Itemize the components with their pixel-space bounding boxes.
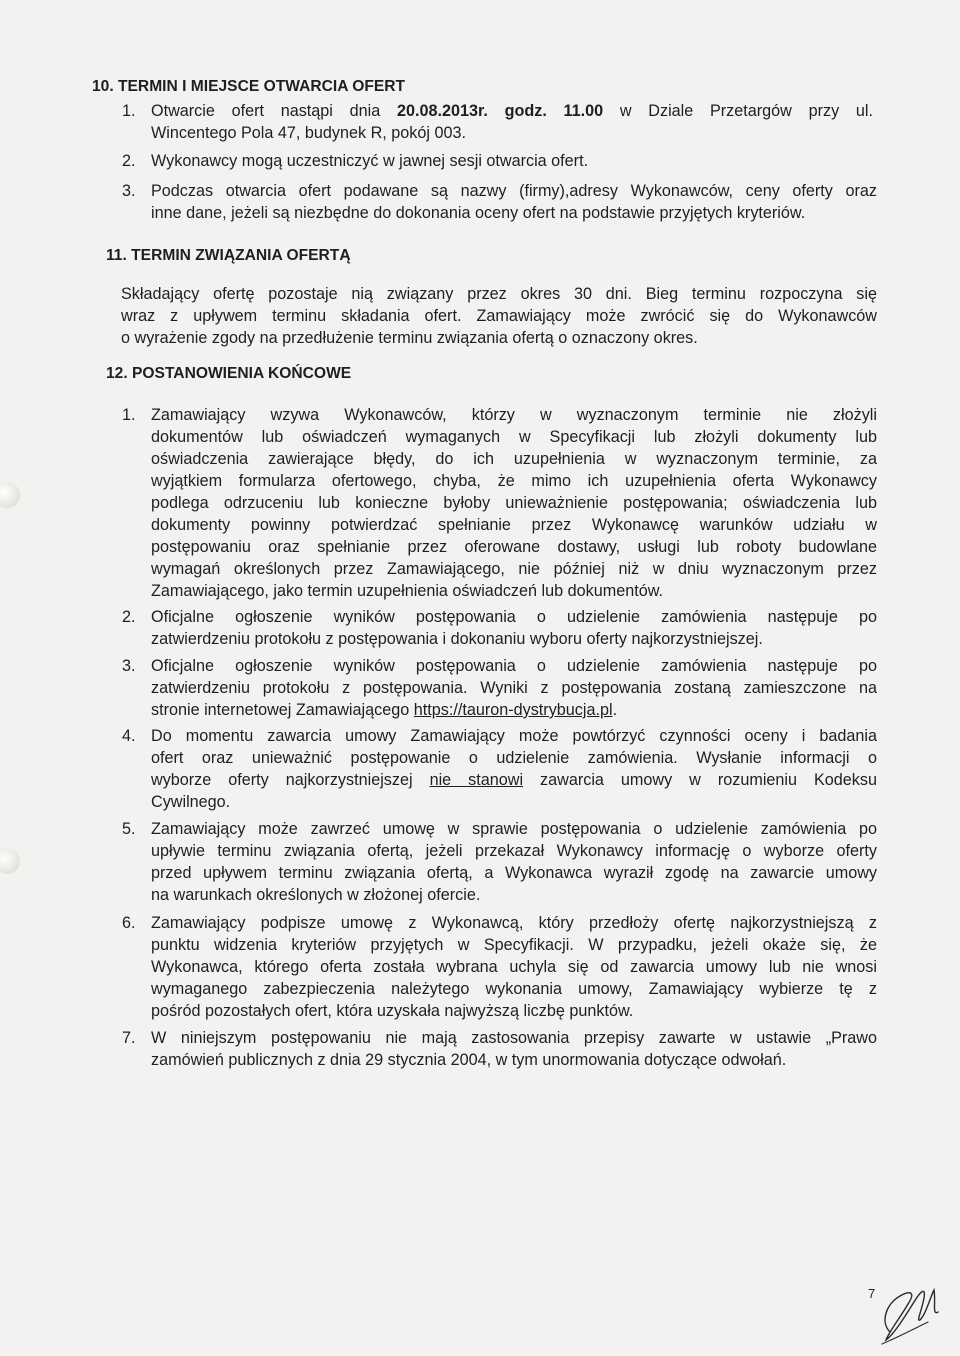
s12-item-3-line: stronie internetowej Zamawiającego https://tauron-dystrybucja.pl. — [151, 701, 618, 719]
s12-item-2-line: Oficjalne ogłoszenie wyników postępowania o udzielenie zamówienia następuje po — [151, 608, 877, 626]
s12-item-4-line: ofert oraz unieważnić postępowanie o udzielenie zamówienia. Wysłanie informacji o — [151, 749, 877, 767]
section-11-heading: 11. TERMIN ZWIĄZANIA OFERTĄ — [106, 247, 351, 264]
s12-item-6-line: Wykonawca, którego oferta została wybrana uchyla się od zawarcia umowy lub nie wnosi — [151, 958, 877, 976]
s12-item-3-number: 3. — [122, 657, 136, 675]
s12-item-4-number: 4. — [122, 727, 136, 745]
s10-item-1-line-2: Wincentego Pola 47, budynek R, pokój 003. — [151, 124, 466, 142]
s12-item-1-line: podlega odrzuceniu lub konieczne byłoby unieważnienie postępowania; oświadczenia lub — [151, 494, 877, 512]
s12-item-6-line: pośród pozostałych ofert, która uzyskała najwyższą liczbę punktów. — [151, 1002, 634, 1020]
s10-item-2-text: Wykonawcy mogą uczestniczyć w jawnej sesji otwarcia ofert. — [151, 152, 589, 170]
s12-item-1-line: oświadczenia zawierające błędy, do ich uzupełnienia w wyznaczonym terminie, za — [151, 450, 877, 468]
s12-item-1-line: wyjątkiem formularza ofertowego, chyba, że mimo ich uzupełnienia oferta Wykonawcy — [151, 472, 877, 490]
s12-item-1-line: Zamawiającego, jako termin uzupełnienia oświadczeń lub dokumentów. — [151, 582, 663, 600]
s12-item-5-number: 5. — [122, 820, 136, 838]
tauron-link[interactable]: https://tauron-dystrybucja.pl — [413, 701, 613, 719]
s12-item-1-line: dokumenty powinny potwierdzać spełnianie przez Wykonawcę warunków udziału w — [151, 516, 877, 534]
s11-line-2: wraz z upływem terminu składania ofert. Zamawiający może zwrócić się do Wykonawców — [121, 307, 877, 325]
s10-item-3-number: 3. — [122, 182, 136, 200]
s12-item-7-line: W niniejszym postępowaniu nie mają zastosowania przepisy zawarte w ustawie „Prawo — [151, 1029, 877, 1047]
s12-item-3-line: zatwierdzeniu protokołu z postępowania. Wyniki z postępowania zostaną zamieszczone na — [151, 679, 877, 697]
s12-item-6-line: punktu widzenia kryteriów przyjętych w Specyfikacji. W przypadku, jeżeli okaże się, że — [151, 936, 877, 954]
s10-item-1-line-1: Otwarcie ofert nastąpi dnia 20.08.2013r. godz. 11.00 w Dziale Przetargów przy ul. — [151, 102, 873, 120]
s12-item-4-line: Do momentu zawarcia umowy Zamawiający może powtórzyć czynności oceny i badania — [151, 727, 877, 745]
s12-item-4-line: Cywilnego. — [151, 793, 231, 811]
punch-hole — [0, 482, 20, 508]
s12-item-6-line: Zamawiający podpisze umowę z Wykonawcą, który przedłoży ofertę najkorzystniejszą z — [151, 914, 877, 932]
s10-item-3-line-2: inne dane, jeżeli są niezbędne do dokonania oceny ofert na podstawie przyjętych kryteriów. — [151, 204, 806, 222]
s10-item-2-number: 2. — [122, 152, 136, 170]
signature-initials-icon — [876, 1268, 946, 1348]
s12-item-6-number: 6. — [122, 914, 136, 932]
s12-item-6-line: wymaganego zabezpieczenia należytego wykonania umowy, Zamawiający wybierze tę z — [151, 980, 877, 998]
s11-line-3: o wyrażenie zgody na przedłużenie terminu związania ofertą o oznaczony okres. — [121, 329, 698, 347]
s12-item-5-line: upływie terminu związania ofertą, jeżeli przekazał Wykonawcy informację o wyborze oferty — [151, 842, 877, 860]
section-12-heading: 12. POSTANOWIENIA KOŃCOWE — [106, 365, 352, 382]
s12-item-2-number: 2. — [122, 608, 136, 626]
s12-item-5-line: na warunkach określonych w złożonej ofercie. — [151, 886, 481, 904]
s12-item-1-line: wymagań określonych przez Zamawiającego, nie później niż w dniu wyznaczonym przez — [151, 560, 877, 578]
s12-item-2-line: zatwierdzeniu protokołu z postępowania i dokonaniu wyboru oferty najkorzystniejszej. — [151, 630, 763, 648]
s12-item-7-number: 7. — [122, 1029, 136, 1047]
s12-item-5-line: Zamawiający może zawrzeć umowę w sprawie postępowania o udzielenie zamówienia po — [151, 820, 877, 838]
s12-item-1-number: 1. — [122, 406, 136, 424]
s12-item-7-line: zamówień publicznych z dnia 29 stycznia 2004, w tym unormowania dotyczące odwołań. — [151, 1051, 787, 1069]
section-10-heading: 10. TERMIN I MIEJSCE OTWARCIA OFERT — [92, 78, 406, 95]
s12-item-5-line: przed upływem terminu związania ofertą, a Wykonawca wyraził zgodę na zawarcie umowy — [151, 864, 877, 882]
s10-item-1-number: 1. — [122, 102, 136, 120]
s12-item-1-line: postępowaniu oraz spełnianie przez oferowane dostawy, usługi lub roboty budowlane — [151, 538, 877, 556]
s10-item-3-line-1: Podczas otwarcia ofert podawane są nazwy (firmy),adresy Wykonawców, ceny oferty oraz — [151, 182, 877, 200]
punch-hole — [0, 848, 20, 874]
s11-line-1: Składający ofertę pozostaje nią związany przez okres 30 dni. Bieg terminu rozpoczyna się — [121, 285, 877, 303]
s12-item-1-line: dokumentów lub oświadczeń wymaganych w Specyfikacji lub złożyli dokumenty lub — [151, 428, 877, 446]
s12-item-3-line: Oficjalne ogłoszenie wyników postępowania o udzielenie zamówienia następuje po — [151, 657, 877, 675]
s12-item-1-line: Zamawiający wzywa Wykonawców, którzy w wyznaczonym terminie nie złożyli — [151, 406, 877, 424]
s12-item-4-line: wyborze oferty najkorzystniejszej nie stanowi zawarcia umowy w rozumieniu Kodeksu — [151, 771, 877, 789]
page-number: 7 — [868, 1286, 876, 1301]
